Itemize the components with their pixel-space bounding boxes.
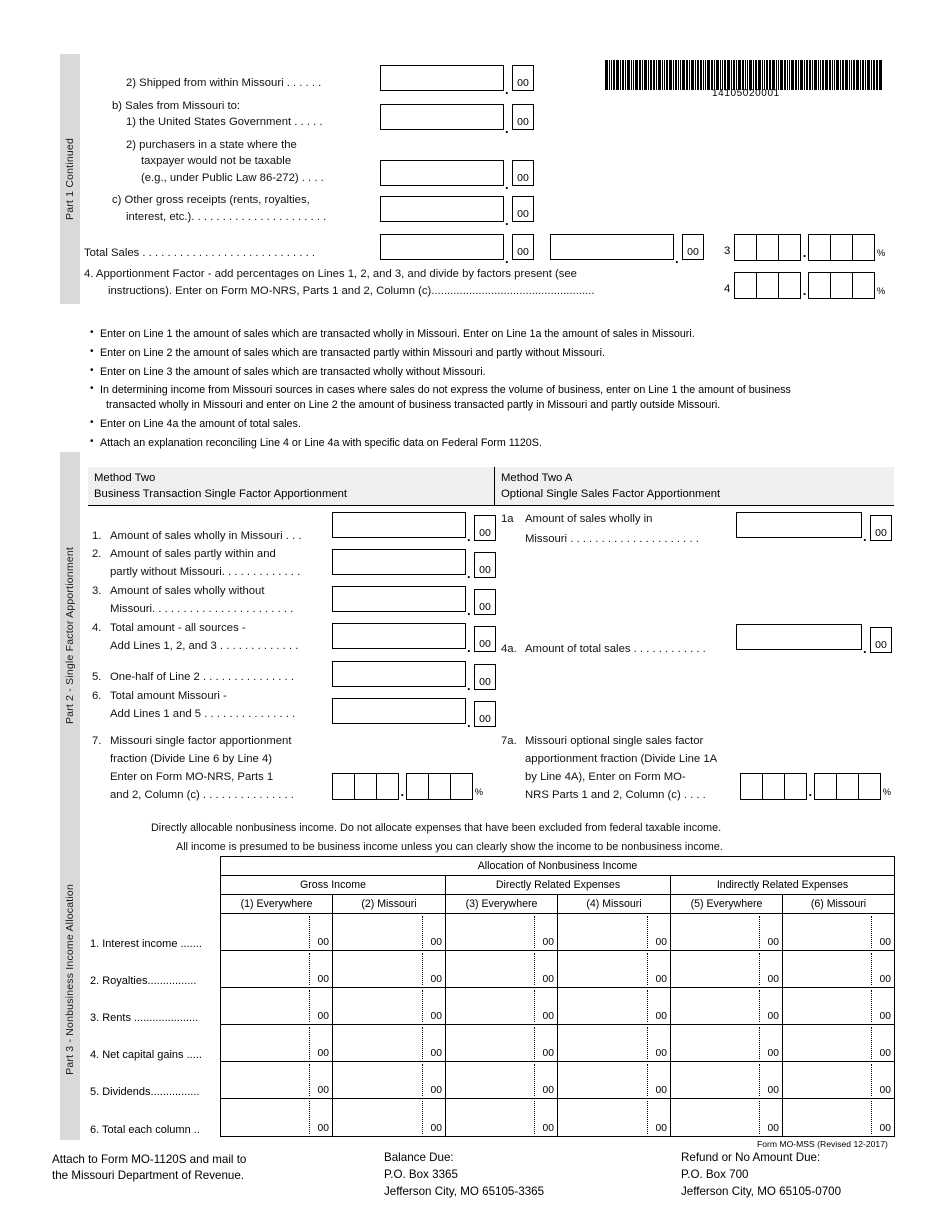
part1-other-gross-receipts-input[interactable] [380, 196, 504, 222]
part2-line6-input[interactable] [332, 698, 466, 724]
decimal-point: . [467, 566, 471, 581]
part2-line6-label: Total amount Missouri - [110, 690, 227, 702]
group-header-indirectly-related: Indirectly Related Expenses [671, 876, 894, 895]
cents-separator [309, 953, 310, 985]
table-row [221, 1062, 894, 1099]
bullet-item: • Enter on Line 3 the amount of sales which are transacted wholly without Missouri. [90, 365, 902, 380]
percent-sign: % [882, 787, 892, 798]
bullet-item-text: In determining income from Missouri sources in cases where sales do not express the volume of business, enter on Line 1 the amount of business [100, 384, 791, 397]
part1-total-sales-label: Total Sales . . . . . . . . . . . . . . . . . . . . . . . . . . . . [84, 247, 316, 259]
bullet-item-continuation: transacted wholly in Missouri and enter on Line 2 the amount of business transacted partly in Missouri and partly outside Missouri. [106, 398, 721, 411]
cents-separator [309, 1064, 310, 1096]
digit-cell[interactable] [735, 235, 757, 260]
cell-rents-2-missouri[interactable] [333, 988, 446, 1025]
group-header-gross-income: Gross Income [221, 876, 446, 895]
cents-label: 00 [430, 1085, 442, 1096]
table-title-row [221, 857, 894, 876]
cents-separator [534, 916, 535, 948]
cents-separator [871, 1064, 872, 1096]
method-header-divider [494, 467, 495, 506]
decimal-point: . [505, 82, 509, 97]
decimal-point: . [505, 213, 509, 228]
decimal-point: . [802, 283, 807, 298]
part2-line7-label-1: Missouri single factor apportionment [110, 735, 292, 747]
cents-label: 00 [317, 1048, 329, 1059]
digit-cell[interactable] [859, 774, 881, 799]
cents-separator [871, 953, 872, 985]
method-two-title: Method Two [94, 472, 156, 484]
table-title-cell: Allocation of Nonbusiness Income [221, 857, 894, 876]
part3-row-label-capgains: 4. Net capital gains ..... [90, 1049, 202, 1061]
column-header-3-everywhere: (3) Everywhere [446, 895, 558, 914]
part1-line-c-label: c) Other gross receipts (rents, royalties, [112, 194, 310, 206]
cents-label: 00 [430, 1011, 442, 1022]
cents-label: 00 [317, 1123, 329, 1134]
cell-total-3-everywhere[interactable] [446, 1099, 558, 1136]
part2-sidebar-label: Part 2 - Single Factor Apportionment [64, 547, 76, 725]
decimal-point: . [505, 251, 509, 266]
part1-total-sales-input-b[interactable] [550, 234, 674, 260]
cents-label: 00 [879, 937, 891, 948]
part2-sidebar-tab [60, 452, 80, 820]
cell-royalties-1-everywhere[interactable] [221, 951, 333, 988]
digit-cell[interactable] [837, 774, 859, 799]
cents-label: 00 [767, 974, 779, 985]
part1-us-government-cents: 00 [512, 104, 534, 130]
part2-line4-input[interactable] [332, 623, 466, 649]
cell-capgains-2-missouri[interactable] [333, 1025, 446, 1062]
part2-line4a-label: Amount of total sales . . . . . . . . . . . . [525, 643, 706, 655]
percent-sign: % [876, 286, 886, 297]
part1-total-sales-cents-b: 00 [682, 234, 704, 260]
cents-separator [759, 1101, 760, 1134]
table-row [221, 1099, 894, 1136]
cents-separator [422, 953, 423, 985]
cents-separator [422, 1064, 423, 1096]
cents-separator [534, 953, 535, 985]
part2-line7-number: 7. [92, 735, 102, 747]
cell-capgains-3-everywhere[interactable] [446, 1025, 558, 1062]
part2-line2-input[interactable] [332, 549, 466, 575]
cents-label: 00 [430, 974, 442, 985]
table-row [221, 988, 894, 1025]
part2-line1-input[interactable] [332, 512, 466, 538]
column-header-6-missouri: (6) Missouri [783, 895, 894, 914]
cents-label: 00 [542, 937, 554, 948]
cell-rents-3-everywhere[interactable] [446, 988, 558, 1025]
bullet-item: • Enter on Line 2 the amount of sales which are transacted partly within Missouri and partly without Missouri. [90, 346, 902, 361]
part1-sidebar-tab [60, 54, 80, 304]
cents-label: 00 [542, 1048, 554, 1059]
column-header-5-everywhere: (5) Everywhere [671, 895, 783, 914]
cents-separator [422, 990, 423, 1022]
cents-label: 00 [879, 1048, 891, 1059]
digit-cell[interactable] [779, 235, 801, 260]
cents-separator [759, 953, 760, 985]
part2-line4a-cents: 00 [870, 627, 892, 653]
cell-capgains-5-everywhere[interactable] [671, 1025, 783, 1062]
cell-dividends-1-everywhere[interactable] [221, 1062, 333, 1099]
part3-row-label-rents: 3. Rents ..................... [90, 1012, 199, 1024]
cents-label: 00 [542, 1085, 554, 1096]
part2-line5-label: One-half of Line 2 . . . . . . . . . . . . . . . [110, 671, 294, 683]
part1-line4-percent-whole[interactable] [734, 272, 801, 299]
cents-label: 00 [317, 974, 329, 985]
decimal-point: . [467, 640, 471, 655]
cents-separator [309, 990, 310, 1022]
cell-dividends-3-everywhere[interactable] [446, 1062, 558, 1099]
cents-label: 00 [542, 1011, 554, 1022]
cents-label: 00 [655, 1011, 667, 1022]
digit-cell[interactable] [377, 774, 399, 799]
cell-royalties-4-missouri[interactable] [558, 951, 671, 988]
cell-total-1-everywhere[interactable] [221, 1099, 333, 1136]
cents-separator [647, 1027, 648, 1059]
decimal-point: . [505, 121, 509, 136]
part3-row-label-total: 6. Total each column .. [90, 1124, 200, 1136]
cents-separator [871, 916, 872, 948]
column-header-row [221, 895, 894, 914]
part2-line4-cents: 00 [474, 626, 496, 652]
column-header-4-missouri: (4) Missouri [558, 895, 671, 914]
group-header-directly-related: Directly Related Expenses [446, 876, 671, 895]
part1-sidebar-label: Part 1 Continued [64, 137, 76, 220]
method-two-a-title: Method Two A [501, 472, 573, 484]
instruction-bullets [90, 327, 902, 454]
part2-line1a-label-cont: Missouri . . . . . . . . . . . . . . . . . . . . . [525, 533, 699, 545]
part2-line7a-percent-whole[interactable] [740, 773, 807, 800]
part2-line6-number: 6. [92, 690, 102, 702]
digit-cell[interactable] [785, 774, 807, 799]
part2-line3-label-cont: Missouri. . . . . . . . . . . . . . . . . . . . . . . [110, 603, 294, 615]
part3-note-2: All income is presumed to be business income unless you can clearly show the income to be nonbusiness income. [176, 841, 723, 853]
cents-label: 00 [767, 1085, 779, 1096]
cell-dividends-5-everywhere[interactable] [671, 1062, 783, 1099]
cell-total-6-missouri[interactable] [783, 1099, 894, 1136]
part2-line7a-label-1: Missouri optional single sales factor [525, 735, 704, 747]
part2-line1a-input[interactable] [736, 512, 862, 538]
cents-separator [647, 1064, 648, 1096]
bullet-item: • Enter on Line 1 the amount of sales which are transacted wholly in Missouri. Enter on Line 1a the amount of sales in Missouri. [90, 327, 902, 342]
cents-label: 00 [317, 1085, 329, 1096]
cents-separator [309, 916, 310, 948]
part2-line7-percent-whole[interactable] [332, 773, 399, 800]
part1-nontaxable-purchasers-input[interactable] [380, 160, 504, 186]
cents-separator [759, 916, 760, 948]
part2-line5-cents: 00 [474, 664, 496, 690]
method-two-subtitle: Business Transaction Single Factor Apportionment [94, 488, 348, 500]
digit-cell[interactable] [407, 774, 429, 799]
cents-label: 00 [879, 1123, 891, 1134]
table-row [221, 1025, 894, 1062]
part1-line-c-cont: interest, etc.). . . . . . . . . . . . . . . . . . . . . . [126, 211, 327, 223]
part2-line3-input[interactable] [332, 586, 466, 612]
cents-separator [534, 1101, 535, 1134]
attach-instructions-line2: the Missouri Department of Revenue. [52, 1169, 245, 1182]
part2-line1-number: 1. [92, 530, 102, 542]
cents-label: 00 [655, 974, 667, 985]
cell-total-5-everywhere[interactable] [671, 1099, 783, 1136]
cell-interest-3-everywhere[interactable] [446, 914, 558, 951]
part2-line6-cents: 00 [474, 701, 496, 727]
cents-label: 00 [767, 1123, 779, 1134]
cell-royalties-6-missouri[interactable] [783, 951, 894, 988]
cents-separator [871, 990, 872, 1022]
cents-separator [534, 1027, 535, 1059]
decimal-point: . [505, 177, 509, 192]
part2-line7-percent-frac[interactable] [406, 773, 473, 800]
nonbusiness-income-table [220, 856, 895, 1137]
cents-separator [759, 990, 760, 1022]
percent-sign: % [876, 248, 886, 259]
cents-separator [871, 1101, 872, 1134]
part3-sidebar-label: Part 3 - Nonbusiness Income Allocation [64, 883, 76, 1075]
cell-interest-2-missouri[interactable] [333, 914, 446, 951]
part2-line1-cents: 00 [474, 515, 496, 541]
form-id-label: Form MO-MSS (Revised 12-2017) [757, 1139, 888, 1149]
group-header-row [221, 876, 894, 895]
method-two-a-subtitle: Optional Single Sales Factor Apportionment [501, 488, 721, 500]
part2-line2-label-cont: partly without Missouri. . . . . . . . . . . . . [110, 566, 301, 578]
cents-label: 00 [317, 937, 329, 948]
cents-separator [309, 1101, 310, 1134]
part3-sidebar-tab [60, 818, 80, 1140]
cell-interest-5-everywhere[interactable] [671, 914, 783, 951]
part1-line3-number: 3 [724, 245, 731, 257]
part2-line7a-number: 7a. [501, 735, 517, 747]
digit-cell[interactable] [815, 774, 837, 799]
decimal-point: . [802, 245, 807, 260]
cents-label: 00 [879, 974, 891, 985]
cents-label: 00 [767, 1011, 779, 1022]
decimal-point: . [467, 678, 471, 693]
balance-due-city: Jefferson City, MO 65105-3365 [384, 1185, 545, 1198]
balance-due-po-box: P.O. Box 3365 [384, 1168, 458, 1181]
cents-label: 00 [317, 1011, 329, 1022]
part2-line3-cents: 00 [474, 589, 496, 615]
digit-cell[interactable] [779, 273, 801, 298]
part2-line2-cents: 00 [474, 552, 496, 578]
column-header-1-everywhere: (1) Everywhere [221, 895, 333, 914]
decimal-point: . [467, 529, 471, 544]
cell-total-4-missouri[interactable] [558, 1099, 671, 1136]
cell-capgains-6-missouri[interactable] [783, 1025, 894, 1062]
cell-rents-1-everywhere[interactable] [221, 988, 333, 1025]
part1-total-sales-cents-a: 00 [512, 234, 534, 260]
part1-nontaxable-purchasers-cents: 00 [512, 160, 534, 186]
part2-line3-label: Amount of sales wholly without [110, 585, 265, 597]
part2-line4-label-cont: Add Lines 1, 2, and 3 . . . . . . . . . . . . . [110, 640, 299, 652]
part1-line4-number: 4 [724, 283, 731, 295]
refund-city: Jefferson City, MO 65105-0700 [681, 1185, 842, 1198]
part1-line4-percent-group[interactable] [724, 272, 885, 299]
part2-line4-number: 4. [92, 622, 102, 634]
part1-us-government-input[interactable] [380, 104, 504, 130]
part2-line4a-number: 4a. [501, 643, 517, 655]
bullet-item: • Attach an explanation reconciling Line 4 or Line 4a with specific data on Federal Form 1120S. [90, 436, 902, 451]
cents-separator [309, 1027, 310, 1059]
cents-label: 00 [430, 1048, 442, 1059]
part1-line3-percent-whole[interactable] [734, 234, 801, 261]
part1-line-b2-cont1: taxpayer would not be taxable [141, 155, 292, 167]
cents-label: 00 [542, 974, 554, 985]
part1-other-gross-receipts-cents: 00 [512, 196, 534, 222]
digit-cell[interactable] [355, 774, 377, 799]
cents-label: 00 [767, 937, 779, 948]
cell-interest-6-missouri[interactable] [783, 914, 894, 951]
column-header-2-missouri: (2) Missouri [333, 895, 446, 914]
percent-sign: % [474, 787, 484, 798]
digit-cell[interactable] [809, 273, 831, 298]
part2-line2-number: 2. [92, 548, 102, 560]
cents-label: 00 [655, 1048, 667, 1059]
decimal-point: . [863, 529, 867, 544]
digit-cell[interactable] [853, 235, 875, 260]
cents-separator [647, 990, 648, 1022]
decimal-point: . [675, 251, 679, 266]
cents-separator [422, 1027, 423, 1059]
cell-royalties-5-everywhere[interactable] [671, 951, 783, 988]
cents-separator [647, 1101, 648, 1134]
cell-dividends-4-missouri[interactable] [558, 1062, 671, 1099]
part2-line7a-percent-frac[interactable] [814, 773, 881, 800]
cell-royalties-2-missouri[interactable] [333, 951, 446, 988]
part2-line1a-cents: 00 [870, 515, 892, 541]
part2-line1-label: Amount of sales wholly in Missouri . . . [110, 530, 302, 542]
cents-label: 00 [879, 1011, 891, 1022]
cell-interest-1-everywhere[interactable] [221, 914, 333, 951]
cell-total-2-missouri[interactable] [333, 1099, 446, 1136]
part2-line7-label-4: and 2, Column (c) . . . . . . . . . . . . . . . [110, 789, 294, 801]
cents-separator [422, 1101, 423, 1134]
part2-line7-label-3: Enter on Form MO-NRS, Parts 1 [110, 771, 274, 783]
part1-shipped-within-mo-cents: 00 [512, 65, 534, 91]
part2-line4-label: Total amount - all sources - [110, 622, 246, 634]
table-row [221, 951, 894, 988]
part2-line7-label-2: fraction (Divide Line 6 by Line 4) [110, 753, 273, 765]
digit-cell[interactable] [757, 273, 779, 298]
cents-separator [534, 1064, 535, 1096]
part1-total-sales-input-a[interactable] [380, 234, 504, 260]
part2-line2-label: Amount of sales partly within and [110, 548, 276, 560]
digit-cell[interactable] [757, 235, 779, 260]
cents-separator [647, 916, 648, 948]
cell-rents-5-everywhere[interactable] [671, 988, 783, 1025]
part2-line7a-label-3: by Line 4A), Enter on Form MO- [525, 771, 686, 783]
cents-separator [647, 953, 648, 985]
digit-cell[interactable] [831, 273, 853, 298]
decimal-point: . [863, 641, 867, 656]
part1-line4-text-2: instructions). Enter on Form MO-NRS, Parts 1 and 2, Column (c).................................................... [108, 285, 595, 297]
part1-line-2-shipped-label: 2) Shipped from within Missouri . . . . . . [126, 77, 322, 89]
attach-instructions-line1: Attach to Form MO-1120S and mail to [52, 1153, 247, 1166]
part1-line-b2-cont2: (e.g., under Public Law 86-272) . . . . [141, 172, 324, 184]
cents-separator [759, 1064, 760, 1096]
part2-line7a-label-2: apportionment fraction (Divide Line 1A [525, 753, 718, 765]
cents-label: 00 [430, 1123, 442, 1134]
bullet-item: • Enter on Line 4a the amount of total sales. [90, 417, 902, 432]
decimal-point: . [400, 784, 405, 799]
cents-label: 00 [655, 937, 667, 948]
cents-label: 00 [542, 1123, 554, 1134]
part3-row-label-interest: 1. Interest income ....... [90, 938, 202, 950]
cents-separator [534, 990, 535, 1022]
part2-line7a-label-4: NRS Parts 1 and 2, Column (c) . . . . [525, 789, 706, 801]
digit-cell[interactable] [741, 774, 763, 799]
part2-line5-input[interactable] [332, 661, 466, 687]
cell-dividends-2-missouri[interactable] [333, 1062, 446, 1099]
part1-shipped-within-mo-input[interactable] [380, 65, 504, 91]
part1-line-b-label: b) Sales from Missouri to: [112, 100, 241, 112]
part3-row-label-dividends: 5. Dividends................ [90, 1086, 200, 1098]
cell-dividends-6-missouri[interactable] [783, 1062, 894, 1099]
digit-cell[interactable] [735, 273, 757, 298]
bullet-item [90, 383, 902, 412]
decimal-point: . [808, 784, 813, 799]
table-row [221, 914, 894, 951]
cents-separator [759, 1027, 760, 1059]
cell-capgains-1-everywhere[interactable] [221, 1025, 333, 1062]
part1-line3-percent-frac[interactable] [808, 234, 875, 261]
part2-line7-percent-group[interactable] [332, 773, 483, 800]
digit-cell[interactable] [451, 774, 473, 799]
barcode [605, 60, 883, 90]
cell-interest-4-missouri[interactable] [558, 914, 671, 951]
part1-line4-percent-frac[interactable] [808, 272, 875, 299]
cents-separator [422, 916, 423, 948]
cents-label: 00 [430, 937, 442, 948]
part1-line3-percent-group[interactable] [724, 234, 885, 261]
cell-rents-6-missouri[interactable] [783, 988, 894, 1025]
cents-label: 00 [655, 1123, 667, 1134]
refund-title: Refund or No Amount Due: [681, 1151, 821, 1164]
cents-separator [871, 1027, 872, 1059]
cell-rents-4-missouri[interactable] [558, 988, 671, 1025]
balance-due-title: Balance Due: [384, 1151, 454, 1164]
part2-line4a-input[interactable] [736, 624, 862, 650]
part2-line5-number: 5. [92, 671, 102, 683]
digit-cell[interactable] [429, 774, 451, 799]
decimal-point: . [467, 603, 471, 618]
part2-line1a-number: 1a [501, 513, 514, 525]
part2-line7a-percent-group[interactable] [740, 773, 891, 800]
decimal-point: . [467, 715, 471, 730]
part2-line6-label-cont: Add Lines 1 and 5 . . . . . . . . . . . . . . . [110, 708, 296, 720]
barcode-number: 14105020001 [712, 88, 780, 99]
digit-cell[interactable] [853, 273, 875, 298]
cents-label: 00 [767, 1048, 779, 1059]
digit-cell[interactable] [831, 235, 853, 260]
part3-note-1: Directly allocable nonbusiness income. Do not allocate expenses that have been excluded from federal taxable income. [151, 822, 722, 834]
part2-line3-number: 3. [92, 585, 102, 597]
cents-label: 00 [879, 1085, 891, 1096]
part2-line1a-label: Amount of sales wholly in [525, 513, 653, 525]
digit-cell[interactable] [763, 774, 785, 799]
digit-cell[interactable] [809, 235, 831, 260]
cell-capgains-4-missouri[interactable] [558, 1025, 671, 1062]
cell-royalties-3-everywhere[interactable] [446, 951, 558, 988]
digit-cell[interactable] [333, 774, 355, 799]
part3-row-label-royalties: 2. Royalties................ [90, 975, 197, 987]
part1-line-b2-label: 2) purchasers in a state where the [126, 139, 297, 151]
part1-line-b1-label: 1) the United States Government . . . . . [126, 116, 323, 128]
refund-po-box: P.O. Box 700 [681, 1168, 749, 1181]
part1-line4-text-1: 4. Apportionment Factor - add percentages on Lines 1, 2, and 3, and divide by factors present (see [84, 268, 577, 280]
cents-label: 00 [655, 1085, 667, 1096]
